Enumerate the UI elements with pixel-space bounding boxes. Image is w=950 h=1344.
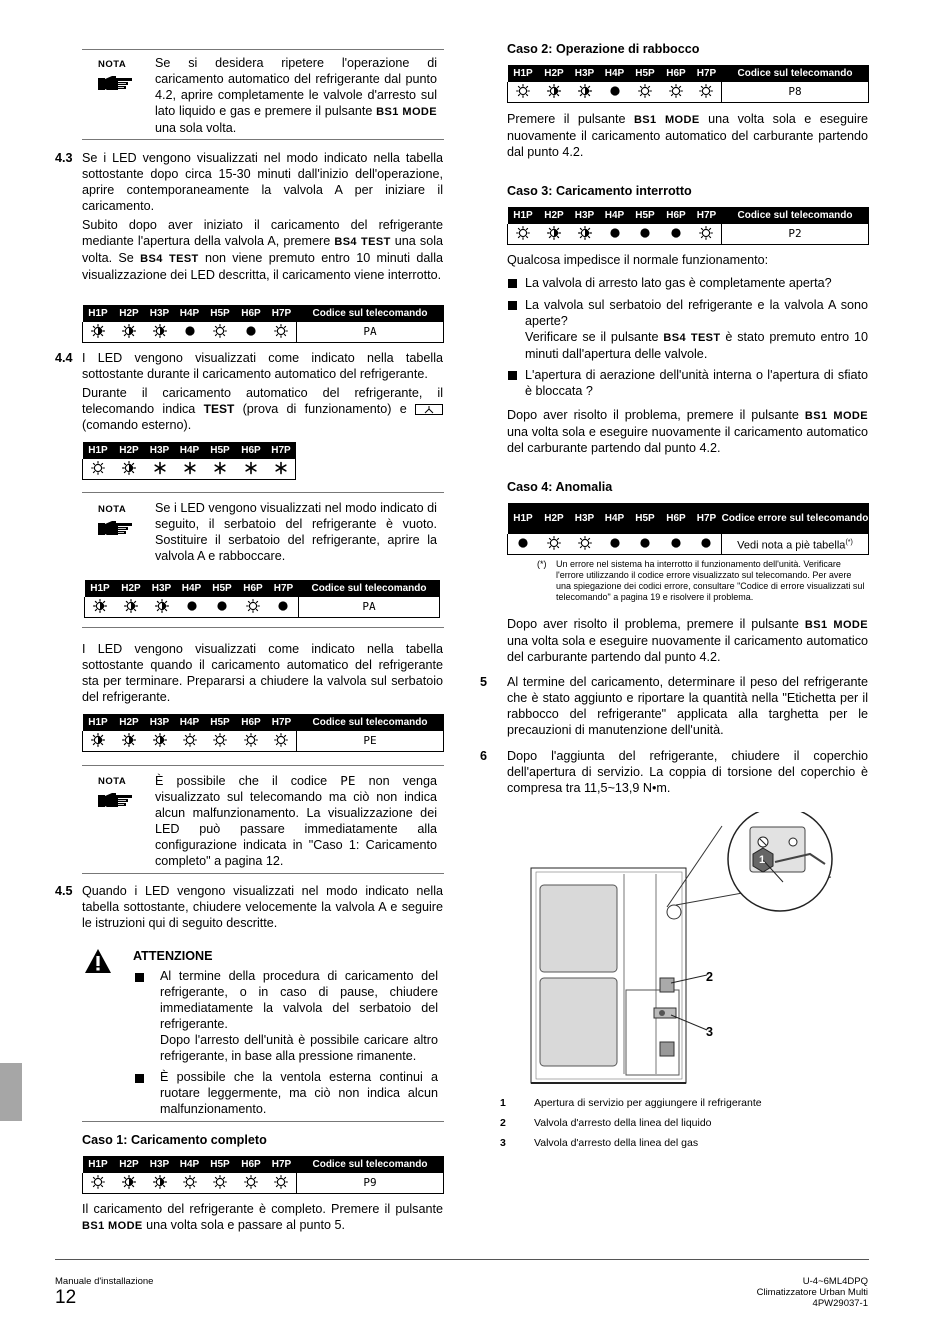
footer-product: Climatizzatore Urban Multi — [756, 1287, 868, 1298]
paragraph: Durante il caricamento automatico del refrigerante, il telecomando indica TEST (prova di funzionamento) e (comando esterno). — [82, 386, 443, 432]
bullet — [135, 1074, 144, 1083]
led-on-icon — [183, 324, 197, 338]
paragraph: Dopo l'aggiunta del refrigerante, chiudere il coperchio dell'apertura di servizio. La coppia di torsione del coperchio è compresa tra 11,5~13,9 N•m. — [507, 749, 868, 795]
led-sequence-icon — [244, 461, 258, 475]
caso-title: Caso 1: Caricamento completo — [82, 1133, 267, 1147]
nota-text: È possibile che il codice PE non venga visualizzato sul telecomando ma ciò non indica alcun malfunzionamento. La visualizzazione dei LED può passare immediatamente alla configurazione indicata in "Caso 1: Caricamento completo" a pagina 12. — [155, 773, 438, 868]
remote-code: PA — [297, 322, 444, 343]
paragraph: L'apertura di aerazione dell'unità interna o l'apertura di sfiato è bloccata ? — [525, 368, 868, 398]
paragraph: Il caricamento del refrigerante è completo. Premere il pulsante BS1 MODE una volta sola e passare al punto 5. — [82, 1202, 443, 1232]
led-blink-icon — [155, 599, 169, 613]
led-blink-icon — [93, 599, 107, 613]
paragraph: Al termine del caricamento, determinare il peso del refrigerante che è stato aggiunto e riportare la quantità nella "Etichetta per il rabbocco del refrigerante" applicata alla targhetta per le precauzioni di manutenzione dell'unità. — [507, 675, 868, 737]
led-off-icon — [246, 599, 260, 613]
page-number: 12 — [55, 1287, 77, 1308]
attenzione-label: ATTENZIONE — [133, 949, 213, 963]
led-off-icon — [183, 1175, 197, 1189]
led-off-icon — [578, 536, 592, 550]
paragraph: I LED vengono visualizzati come indicato nella tabella sottostante durante il caricamento automatico del refrigerante. — [82, 351, 443, 381]
led-blink-icon — [122, 461, 136, 475]
led-off-icon — [91, 1175, 105, 1189]
nota-label: NOTA — [98, 59, 127, 70]
remote-code: P2 — [722, 224, 869, 245]
caso-title: Caso 3: Caricamento interrotto — [507, 184, 692, 198]
led-table: H1P H2P H3P H4P H5P H6P H7P Codice sul telecomando PE — [82, 714, 444, 752]
led-blink-icon — [122, 1175, 136, 1189]
led-on-icon — [276, 599, 290, 613]
paragraph: Dopo aver risolto il problema, premere il pulsante BS1 MODE una volta sola e eseguire nuovamente il caricamento automatico del carburante partendo dal punto 4.2. — [507, 617, 869, 664]
led-off-icon — [213, 733, 227, 747]
led-blink-icon — [153, 733, 167, 747]
paragraph: Quando i LED vengono visualizzati nel modo indicato nella tabella sottostante, chiudere velocemente la valvola A e seguire le istruzioni qui di seguito descritte. — [82, 884, 443, 930]
bullet — [508, 371, 517, 380]
bullet — [135, 973, 144, 982]
outdoor-unit-figure — [525, 812, 855, 1090]
led-on-icon — [699, 536, 713, 550]
led-off-icon — [213, 1175, 227, 1189]
led-table: H1P H2P H3P H4P H5P H6P H7P Codice errore sul telecomando Vedi nota a piè tabella(*) — [507, 503, 869, 555]
divider — [82, 492, 444, 493]
section-number: 4.4 — [55, 351, 73, 365]
paragraph: Verificare se il pulsante BS4 TEST è stato premuto entro 10 minuti dall'apertura delle valvole. — [525, 330, 869, 361]
chapter-tab — [0, 1063, 22, 1121]
divider — [82, 1121, 444, 1122]
bullet — [508, 279, 517, 288]
paragraph: Se i LED vengono visualizzati nel modo indicato nella tabella sottostante dopo circa 15-30 minuti dall'inizio dell'operazione, aprire contemporaneamente la valvola A per iniziare il caricamento. — [82, 151, 443, 213]
remote-code: P8 — [722, 82, 869, 103]
paragraph: Dopo aver risolto il problema, premere il pulsante BS1 MODE una volta sola e eseguire nuovamente il caricamento automatico del carburante partendo dal punto 4.2. — [507, 408, 869, 455]
led-off-icon — [669, 84, 683, 98]
led-on-icon — [608, 536, 622, 550]
led-table: H1P H2P H3P H4P H5P H6P H7P Codice sul telecomando PA — [84, 580, 440, 618]
led-blink-icon — [153, 1175, 167, 1189]
led-on-icon — [638, 226, 652, 240]
footnote-mark: (*) — [537, 559, 547, 569]
nota-label: NOTA — [98, 776, 127, 787]
pointing-hand-icon — [98, 790, 134, 810]
led-table: H1P H2P H3P H4P H5P H6P H7P Codice sul telecomando P8 — [507, 65, 869, 103]
led-table: H1P H2P H3P H4P H5P H6P H7P Codice sul telecomando PA — [82, 305, 444, 343]
remote-code: PE — [297, 731, 444, 752]
test-indicator: TEST — [203, 402, 235, 416]
led-off-icon — [516, 84, 530, 98]
remote-code: Vedi nota a piè tabella(*) — [722, 534, 869, 555]
legend-number: 2 — [500, 1117, 506, 1129]
led-off-icon — [244, 733, 258, 747]
led-blink-icon — [122, 324, 136, 338]
led-off-icon — [699, 226, 713, 240]
legend-number: 3 — [500, 1137, 506, 1149]
led-blink-icon — [578, 226, 592, 240]
led-off-icon — [244, 1175, 258, 1189]
step-number: 5 — [480, 675, 488, 689]
led-blink-icon — [91, 733, 105, 747]
led-blink-icon — [124, 599, 138, 613]
legend-text: Valvola d'arresto della linea del gas — [534, 1137, 699, 1149]
remote-code: P9 — [297, 1173, 444, 1194]
footer-doc-code: 4PW29037-1 — [812, 1298, 868, 1309]
led-off-icon — [516, 226, 530, 240]
paragraph: Al termine della procedura di caricamento del refrigerante, o in caso di pause, chiudere immediatamente la valvola del serbatoio del refrigerante. — [160, 969, 438, 1031]
divider — [82, 873, 444, 874]
nota-text: Se i LED vengono visualizzati nel modo indicato di seguito, il serbatoio del refrigerante è vuoto. Sostituire il serbatoio del refrigerante, aprire la valvola A e rabboccare. — [155, 501, 437, 563]
led-on-icon — [608, 84, 622, 98]
led-on-icon — [244, 324, 258, 338]
led-on-icon — [638, 536, 652, 550]
paragraph: Subito dopo aver iniziato il caricamento del refrigerante mediante l'apertura della valvola A, premere BS4 TEST una sola volta. Se BS4 TEST non viene premuto entro 10 minuti dalla visualizzazione dei LED descritta, il caricamento viene interrotto. — [82, 218, 443, 282]
led-on-icon — [215, 599, 229, 613]
led-off-icon — [274, 324, 288, 338]
bullet — [508, 301, 517, 310]
callout-2: 2 — [706, 970, 714, 984]
footer-rule — [55, 1259, 869, 1260]
legend-number: 1 — [500, 1097, 506, 1109]
led-off-icon — [699, 84, 713, 98]
footnote: Un errore nel sistema ha interrotto il funzionamento dell'unità. Verificare l'errore utilizzando il codice errore visualizzato sul telecomando. Per avere una spiegazione dei codici errore, consultare "Codice di errore visualizzati sul telecomando" a pagina 19 e risolvere il problema. — [556, 559, 865, 602]
led-off-icon — [274, 733, 288, 747]
nota-label: NOTA — [98, 504, 127, 515]
legend-text: Apertura di servizio per aggiungere il refrigerante — [534, 1097, 762, 1109]
callout-1: 1 — [759, 854, 766, 866]
external-command-icon — [415, 404, 443, 415]
led-off-icon — [547, 536, 561, 550]
led-blink-icon — [122, 733, 136, 747]
paragraph: Dopo l'arresto dell'unità è possibile caricare altro refrigerante, in base alla pressione rimanente. — [160, 1033, 438, 1063]
legend-text: Valvola d'arresto della linea del liquido — [534, 1117, 712, 1129]
paragraph: Premere il pulsante BS1 MODE una volta sola e eseguire nuovamente il caricamento automatico del carburante partendo dal punto 4.2. — [507, 112, 869, 159]
led-off-icon — [183, 733, 197, 747]
led-blink-icon — [547, 226, 561, 240]
section-number: 4.3 — [55, 151, 73, 165]
paragraph: La valvola di arresto lato gas è completamente aperta? — [525, 276, 832, 290]
paragraph: I LED vengono visualizzati come indicato nella tabella sottostante quando il caricamento automatico del refrigerante sta per terminare. Prepararsi a chiudere la valvola sul serbatoio del refrigerante. — [82, 642, 443, 704]
led-on-icon — [608, 226, 622, 240]
led-on-icon — [516, 536, 530, 550]
divider — [82, 627, 444, 628]
led-off-icon — [274, 1175, 288, 1189]
led-sequence-icon — [274, 461, 288, 475]
callout-3: 3 — [706, 1025, 714, 1039]
pointing-hand-icon — [98, 518, 134, 538]
divider — [82, 765, 444, 766]
led-table: H1P H2P H3P H4P H5P H6P H7P — [82, 442, 296, 480]
paragraph: Qualcosa impedisce il normale funzionamento: — [507, 253, 769, 267]
led-blink-icon — [91, 324, 105, 338]
led-blink-icon — [547, 84, 561, 98]
led-off-icon — [213, 324, 227, 338]
led-sequence-icon — [213, 461, 227, 475]
paragraph: È possibile che la ventola esterna continui a ruotare leggermente, ma ciò non indica alcun malfunzionamento. — [160, 1070, 438, 1116]
led-sequence-icon — [153, 461, 167, 475]
paragraph: La valvola sul serbatoio del refrigerante e la valvola A sono aperte? — [525, 298, 868, 328]
nota-text: Se si desidera ripetere l'operazione di caricamento automatico del refrigerante dal punto 4.2, aprire completamente le valvole d'arresto sul lato liquido e gas e premere il pulsante BS1 MODE una sola volta. — [155, 56, 438, 135]
led-table: H1P H2P H3P H4P H5P H6P H7P Codice sul telecomando P2 — [507, 207, 869, 245]
caso-title: Caso 2: Operazione di rabbocco — [507, 42, 700, 56]
pointing-hand-icon — [98, 73, 134, 93]
led-off-icon — [638, 84, 652, 98]
led-on-icon — [669, 536, 683, 550]
bs1-mode-button-label: BS1 MODE — [376, 106, 438, 118]
caso-title: Caso 4: Anomalia — [507, 480, 613, 494]
divider — [82, 49, 444, 50]
led-blink-icon — [153, 324, 167, 338]
led-on-icon — [185, 599, 199, 613]
led-on-icon — [669, 226, 683, 240]
divider — [82, 139, 444, 140]
led-off-icon — [91, 461, 105, 475]
led-sequence-icon — [183, 461, 197, 475]
led-table: H1P H2P H3P H4P H5P H6P H7P Codice sul telecomando P9 — [82, 1156, 444, 1194]
footer-model: U-4~6ML4DPQ — [802, 1276, 868, 1287]
warning-icon — [84, 948, 112, 974]
step-number: 6 — [480, 749, 488, 763]
led-blink-icon — [578, 84, 592, 98]
section-number: 4.5 — [55, 884, 73, 898]
footer-manual-label: Manuale d'installazione — [55, 1276, 154, 1287]
remote-code: PA — [299, 597, 440, 618]
